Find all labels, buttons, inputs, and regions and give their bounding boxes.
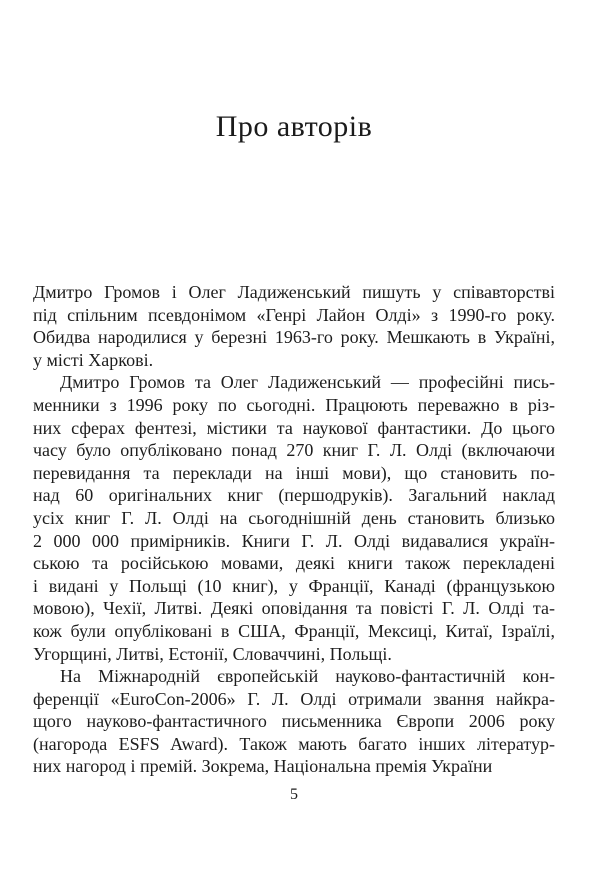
paragraph [33, 665, 555, 778]
text-line: менники з 1996 року по сьогодні. Працюють переважно в різ- [33, 394, 555, 415]
text-line: них нагород і премій. Зокрема, Національна премія України [33, 756, 493, 777]
text-line: усіх книг Г. Л. Олді на сьогоднішній день становить близько [33, 507, 555, 528]
text-line: На Міжнародній європейській науково-фантастичній кон- [60, 666, 555, 687]
page-title: Про авторів [215, 110, 373, 143]
text-line: Дмитро Громов і Олег Ладиженський пишуть у співавторстві [33, 282, 555, 302]
text-line: Дмитро Громов та Олег Ладиженський — професійні пись- [60, 372, 555, 393]
page-number: 5 [290, 786, 298, 803]
paragraph [33, 281, 555, 371]
body-text [33, 281, 555, 778]
text-line: кож були опубліковані в США, Франції, Мексиці, Китаї, Ізраїлі, [33, 620, 555, 641]
text-line: у місті Харкові. [33, 349, 154, 370]
text-line: під спільним псевдонімом «Генрі Лайон Олді» з 1990-го року. [33, 304, 555, 325]
text-line: Обидва народилися у березні 1963-го року. Мешкають в Україні, [33, 327, 555, 348]
text-line: часу було опубліковано понад 270 книг Г. Л. Олді (включаючи [33, 440, 555, 461]
text-line: них сферах фентезі, містики та наукової фантастики. До цього [33, 417, 555, 438]
text-line: щого науково-фантастичного письменника Європи 2006 року [33, 711, 555, 732]
text-line: Угорщині, Литві, Естонії, Словаччині, Польщі. [33, 643, 392, 664]
text-line: перевидання та переклади на інші мови), що становить по- [33, 462, 555, 483]
text-line: і видані у Польщі (10 книг), у Франції, Канаді (французькою [33, 575, 555, 596]
paragraph [33, 371, 555, 665]
text-line: ференції «EuroCon-2006» Г. Л. Олді отримали звання найкра- [33, 688, 555, 709]
text-line: мовою), Чехії, Литві. Деякі оповідання та повісті Г. Л. Олді та- [33, 598, 555, 619]
text-line: (нагорода ESFS Award). Також мають багато інших літератур- [33, 733, 555, 754]
text-line: над 60 оригінальних книг (першодруків). Загальний наклад [33, 485, 555, 506]
text-line: ською та російською мовами, деякі книги також перекладені [33, 553, 555, 574]
text-line: 2 000 000 примірників. Книги Г. Л. Олді видавалися україн- [33, 530, 555, 551]
